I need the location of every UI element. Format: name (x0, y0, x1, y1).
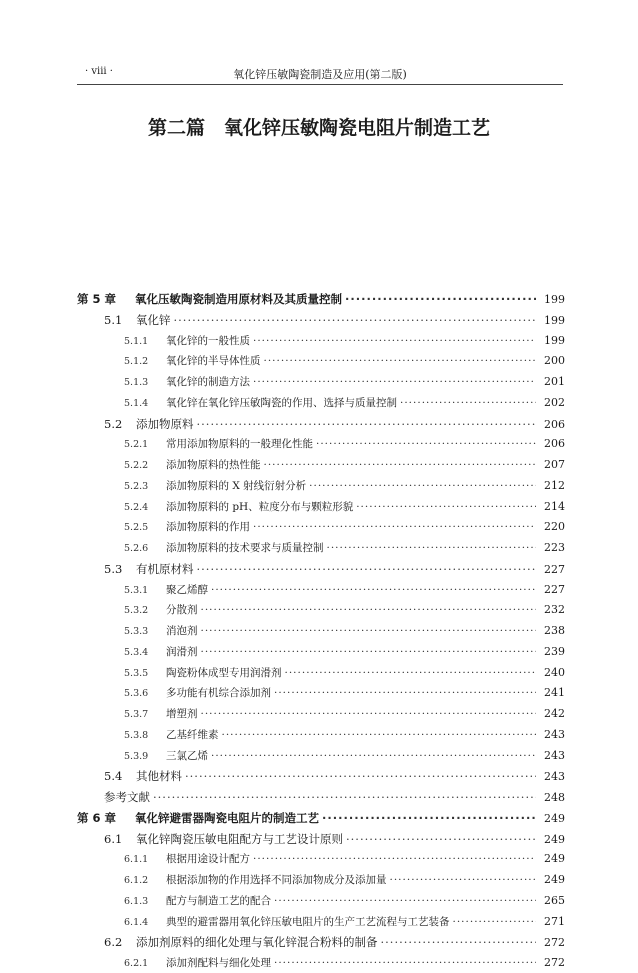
toc-entry-number: 5.3.7 (124, 709, 149, 720)
toc-entry[interactable] (124, 539, 565, 557)
toc-entry-title: 添加物原料 (136, 416, 194, 431)
toc-entry-number: 5.2.1 (124, 439, 149, 451)
leader-dots (201, 601, 537, 619)
leader-dots (274, 954, 536, 972)
toc-entry-title: 氧化锌 (136, 312, 171, 327)
leader-dots (197, 560, 537, 578)
toc-entry[interactable] (124, 871, 565, 889)
toc-entry[interactable] (104, 311, 565, 329)
toc-entry-title: 添加物原料的热性能 (166, 459, 261, 471)
toc-entry-page: 220 (544, 520, 565, 534)
toc-entry-number: 5.2 (104, 416, 123, 431)
toc-entry-number: 5.4 (104, 769, 123, 784)
toc-entry-page: 227 (544, 582, 565, 596)
toc-entry-number: 6.1.3 (124, 895, 149, 907)
toc-entry[interactable] (124, 394, 565, 412)
toc-entry[interactable] (124, 913, 565, 931)
toc-entry[interactable] (124, 373, 565, 391)
toc-entry-title: 氧化锌的一般性质 (166, 334, 250, 347)
toc-entry-number: 5.3.5 (124, 667, 149, 679)
toc-entry-number: 5.3.8 (124, 729, 149, 741)
toc-entry[interactable] (124, 456, 565, 474)
toc-entry-page: 241 (544, 686, 565, 700)
toc-entry[interactable] (124, 332, 565, 350)
leader-dots (345, 290, 536, 308)
toc-entry-page: 206 (544, 437, 565, 451)
toc-entry-page: 212 (544, 478, 565, 492)
toc-entry-page: 227 (544, 562, 565, 576)
toc-entry-number: 5.2.5 (124, 522, 149, 534)
toc-entry[interactable] (104, 767, 565, 785)
leader-dots (390, 871, 537, 889)
toc-entry-page: 240 (544, 665, 565, 679)
toc-entry[interactable] (104, 830, 565, 848)
toc-entry-title: 氧化锌在氧化锌压敏陶瓷的作用、选择与质量控制 (166, 396, 397, 409)
toc-entry-page: 265 (544, 893, 565, 907)
leader-dots (264, 456, 537, 474)
toc-entry[interactable] (77, 809, 565, 827)
toc-entry-number: 6.1 (104, 831, 123, 846)
toc-entry-page: 232 (544, 603, 565, 617)
toc-entry[interactable] (124, 892, 565, 910)
toc-entry[interactable] (124, 954, 565, 972)
toc-entry-title: 消泡剂 (166, 625, 198, 637)
toc-entry-page: 249 (544, 811, 565, 825)
toc-entry-number: 5.3.4 (124, 646, 149, 658)
toc-entry-number: 5.3.6 (124, 688, 149, 700)
toc-entry-title: 添加物原料的技术要求与质量控制 (166, 542, 324, 554)
toc-entry-title: 配方与制造工艺的配合 (166, 894, 271, 907)
leader-dots (253, 332, 536, 350)
leader-dots (400, 394, 536, 412)
toc-entry[interactable] (104, 415, 565, 433)
toc-entry-page: 201 (544, 375, 565, 388)
toc-entry-title: 其他材料 (136, 769, 182, 784)
toc-entry[interactable] (124, 518, 565, 536)
toc-entry-title: 添加剂原料的细化处理与氧化锌混合粉料的制备 (136, 935, 378, 950)
leader-dots (201, 643, 537, 661)
book-title: 氧化锌压敏陶瓷制造及应用(第二版) (233, 68, 407, 81)
toc-entry-title: 陶瓷粉体成型专用润滑剂 (166, 666, 282, 679)
leader-dots (309, 477, 536, 495)
toc-entry-page: 214 (544, 499, 565, 513)
toc-entry[interactable] (124, 850, 565, 868)
leader-dots (153, 788, 536, 806)
leader-dots (274, 684, 536, 702)
leader-dots (253, 850, 536, 868)
toc-entry-number: 6.1.4 (124, 916, 149, 928)
toc-entry-number: 5.2.3 (124, 480, 149, 492)
toc-entry-number: 5.1.3 (124, 377, 149, 388)
leader-dots (201, 705, 537, 723)
toc-entry[interactable] (124, 622, 565, 640)
toc-entry[interactable] (124, 664, 565, 682)
toc-entry-number: 5.3 (104, 561, 123, 576)
toc-entry-title: 氧化锌陶瓷压敏电阻配方与工艺设计原则 (136, 831, 343, 846)
toc-entry-number: 5.3.1 (124, 584, 149, 596)
leader-dots (346, 830, 536, 848)
toc-entry-number: 5.1 (104, 312, 123, 327)
leader-dots (197, 415, 537, 433)
toc-entry-title: 分散剂 (166, 604, 198, 617)
leader-dots (453, 913, 537, 931)
toc-entry-page: 207 (544, 458, 565, 471)
toc-entry-page: 249 (544, 852, 565, 866)
toc-entry-title: 润滑剂 (166, 645, 198, 658)
toc-entry-page: 199 (544, 333, 565, 347)
toc-entry-page: 243 (544, 748, 565, 762)
toc-entry-number: 5.3.2 (124, 605, 149, 617)
toc-entry[interactable] (77, 290, 565, 308)
toc-entry-page: 199 (544, 293, 565, 306)
leader-dots (264, 352, 537, 370)
toc-entry-page: 206 (544, 417, 565, 431)
toc-entry-page: 272 (544, 956, 565, 969)
toc-entry[interactable] (124, 435, 565, 453)
toc-entry-title: 常用添加物原料的一般理化性能 (166, 438, 313, 451)
toc-entry-title: 三氯乙烯 (166, 749, 208, 762)
toc-entry-title: 氧化压敏陶瓷制造用原材料及其质量控制 (135, 292, 342, 306)
toc-entry-page: 242 (544, 707, 565, 720)
toc-entry-page: 243 (544, 727, 565, 741)
toc-entry[interactable] (104, 788, 565, 806)
toc-entry[interactable] (124, 747, 565, 765)
toc-entry-title: 参考文献 (104, 790, 150, 804)
toc-entry-page: 202 (544, 395, 565, 409)
toc-entry-title: 有机原材料 (136, 561, 194, 576)
toc-entry-number: 5.2.6 (124, 543, 149, 554)
toc-entry-title: 氧化锌的半导体性质 (166, 355, 261, 368)
toc-entry-title: 乙基纤维素 (166, 728, 219, 741)
leader-dots (316, 435, 536, 453)
leader-dots (253, 373, 536, 391)
leader-dots (381, 933, 537, 951)
toc-entry[interactable] (124, 684, 565, 702)
leader-dots (356, 498, 536, 516)
toc-entry-page: 272 (544, 936, 565, 950)
toc-entry-page: 239 (544, 644, 565, 658)
toc-entry[interactable] (124, 726, 565, 744)
leader-dots (322, 809, 536, 827)
toc-entry-number: 6.1.2 (124, 875, 149, 886)
toc-entry-number: 6.1.1 (124, 854, 149, 866)
toc-entry[interactable] (124, 498, 565, 516)
toc-entry-page: 271 (544, 914, 565, 928)
toc-entry-number: 6.2 (104, 935, 123, 950)
toc-entry-number: 5.3.9 (124, 750, 149, 762)
toc-entry-number: 5.1.4 (124, 397, 149, 409)
toc-entry-title: 氧化锌避雷器陶瓷电阻片的制造工艺 (135, 810, 319, 825)
toc-entry[interactable] (124, 705, 565, 723)
leader-dots (211, 747, 536, 765)
toc-entry-title: 添加物原料的 X 射线衍射分析 (166, 479, 307, 492)
toc-entry[interactable] (104, 560, 565, 578)
toc-entry[interactable] (124, 352, 565, 370)
toc-entry-title: 典型的避雷器用氧化锌压敏电阻片的生产工艺流程与工艺装备 (166, 915, 450, 928)
leader-dots (327, 539, 537, 557)
toc-entry-number: 5.2.4 (124, 501, 149, 513)
leader-dots (222, 726, 537, 744)
toc-entry-number: 5.1.1 (124, 335, 149, 347)
toc-entry-page: 249 (544, 832, 565, 846)
toc-entry-number: 6.2.1 (124, 958, 149, 969)
toc-entry-page: 243 (544, 770, 565, 784)
leader-dots (274, 892, 536, 910)
running-header (77, 66, 563, 85)
leader-dots (174, 311, 537, 329)
toc-entry-page: 238 (544, 624, 565, 637)
toc-entry-title: 添加物原料的作用 (166, 521, 250, 534)
toc-entry-title: 添加剂配料与细化处理 (166, 957, 271, 969)
toc-entry-number: 第 5 章 (77, 292, 117, 306)
leader-dots (185, 767, 536, 785)
page-number: · viii · (85, 66, 113, 77)
toc-entry-title: 根据用途设计配方 (166, 853, 250, 866)
part-title: 第二篇 氧化锌压敏陶瓷电阻片制造工艺 (147, 117, 490, 139)
toc-entry[interactable] (124, 643, 565, 661)
toc-entry-number: 5.3.3 (124, 626, 149, 637)
toc-entry[interactable] (124, 601, 565, 619)
leader-dots (201, 622, 537, 640)
toc-entry-number: 5.1.2 (124, 356, 149, 368)
leader-dots (211, 581, 536, 599)
toc-entry-title: 聚乙烯醇 (166, 583, 208, 596)
toc-entry-title: 氧化锌的制造方法 (166, 376, 250, 388)
toc-entry-page: 199 (544, 313, 565, 327)
toc-entry-title: 增塑剂 (166, 708, 198, 720)
toc-entry[interactable] (104, 933, 565, 951)
toc-entry-page: 249 (544, 873, 565, 886)
leader-dots (285, 664, 537, 682)
toc-entry-number: 5.2.2 (124, 460, 149, 471)
toc-entry-page: 200 (544, 354, 565, 368)
toc-entry-title: 添加物原料的 pH、粒度分布与颗粒形貌 (166, 500, 354, 513)
toc-entry-page: 223 (544, 541, 565, 554)
toc-entry-number: 第 6 章 (77, 810, 117, 825)
toc-entry[interactable] (124, 581, 565, 599)
toc-entry-page: 248 (544, 791, 565, 804)
leader-dots (253, 518, 536, 536)
toc-entry-title: 多功能有机综合添加剂 (166, 687, 271, 700)
toc-entry-title: 根据添加物的作用选择不同添加物成分及添加量 (166, 874, 387, 886)
toc-entry[interactable] (124, 477, 565, 495)
